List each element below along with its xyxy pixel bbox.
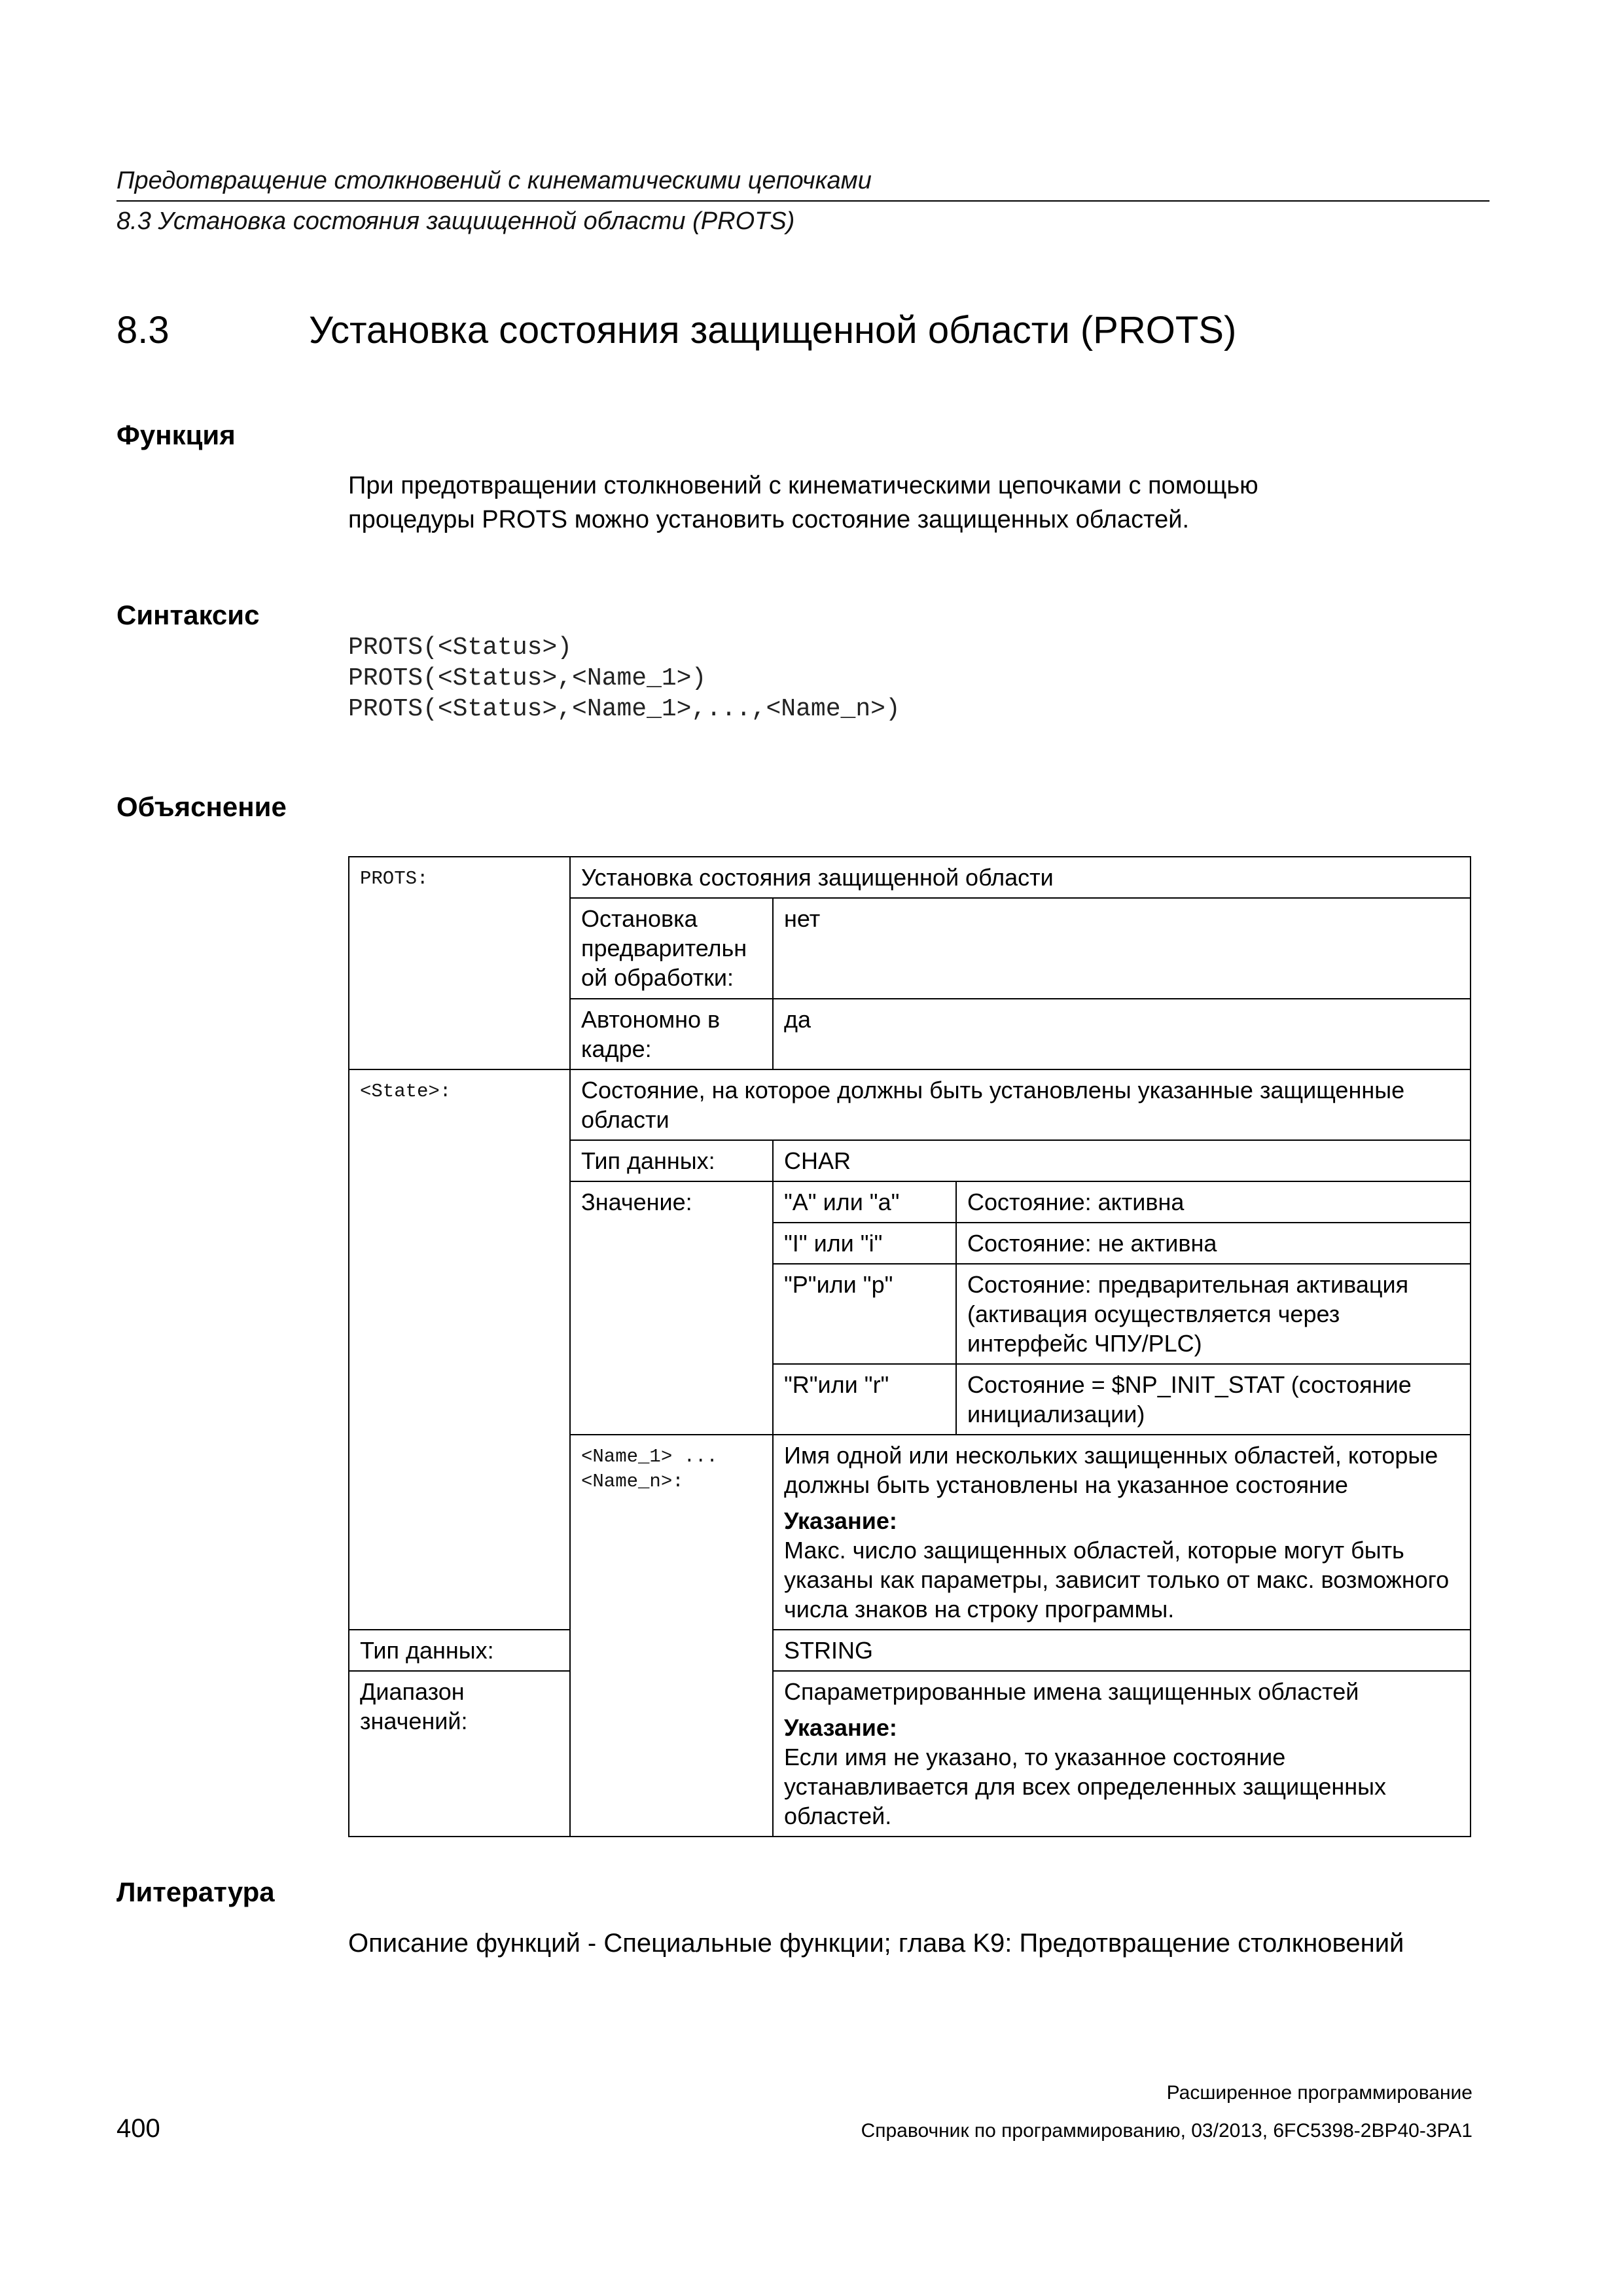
explanation-heading: Объяснение (116, 791, 287, 822)
state-value-code: "P"или "p" (773, 1264, 956, 1364)
names-range-note-text: Если имя не указано, то указанное состояние устанавливается для всех определенных защищенных областей. (784, 1744, 1387, 1829)
state-value-label: Значение: (570, 1181, 773, 1435)
page-number: 400 (116, 2114, 160, 2143)
syntax-line-1: PROTS(<Status>) (348, 634, 573, 662)
table-row (349, 1630, 1471, 1671)
state-value-code: "R"или "r" (773, 1364, 956, 1435)
prots-description: Установка состояния защищенной области (570, 857, 1471, 898)
names-note-label: Указание: (784, 1507, 897, 1534)
names-range-value: Спараметрированные имена защищенных областей (784, 1678, 1359, 1705)
names-note-text: Макс. число защищенных областей, которые могут быть указаны как параметры, зависит только от макс. возможного числа знаков на строку программы. (784, 1537, 1450, 1623)
preprocessing-stop-label: Остановка предварительн ой обработки: (570, 898, 773, 999)
names-range-cell (773, 1671, 1471, 1837)
preprocessing-stop-value: нет (773, 898, 1471, 999)
param-state: <State>: (349, 1069, 570, 1630)
function-heading: Функция (116, 420, 236, 450)
section-number: 8.3 (116, 309, 169, 351)
literature-text: Описание функций - Специальные функции; глава K9: Предотвращение столкновений (348, 1929, 1404, 1958)
param-names-last: <Name_n>: (581, 1471, 684, 1492)
state-value-meaning: Состояние: не активна (956, 1223, 1471, 1264)
names-type-label: Тип данных: (349, 1630, 570, 1671)
syntax-heading: Синтаксис (116, 600, 260, 630)
state-value-code: "I" или "i" (773, 1223, 956, 1264)
section-title: Установка состояния защищенной области (PROTS) (309, 309, 1237, 351)
function-text-line-2: процедуры PROTS можно установить состояние защищенных областей. (348, 506, 1190, 533)
names-range-label: Диапазон значений: (349, 1671, 570, 1837)
param-names-first: <Name_1> ... (581, 1446, 718, 1467)
state-value-meaning: Состояние: предварительная активация (активация осуществляется через интерфейс ЧПУ/PLC) (956, 1264, 1471, 1364)
table-row (349, 857, 1471, 898)
table-row (349, 1069, 1471, 1140)
names-type-value: STRING (773, 1630, 1471, 1671)
footer-book-title: Расширенное программирование (1166, 2082, 1472, 2104)
state-type-label: Тип данных: (570, 1140, 773, 1181)
names-description-cell (773, 1435, 1471, 1630)
footer-doc-reference: Справочник по программированию, 03/2013, 6FC5398-2BP40-3PA1 (861, 2120, 1472, 2142)
param-prots: PROTS: (349, 857, 570, 1069)
state-type-value: CHAR (773, 1140, 1471, 1181)
header-rule (116, 200, 1489, 202)
table-row (349, 1671, 1471, 1837)
running-header-chapter: Предотвращение столкновений с кинематическими цепочками (116, 167, 872, 194)
state-value-code: "A" или "a" (773, 1181, 956, 1223)
syntax-line-3: PROTS(<Status>,<Name_1>,...,<Name_n>) (348, 695, 901, 723)
names-description: Имя одной или нескольких защищенных областей, которые должны быть установлены на указанное состояние (784, 1442, 1438, 1498)
separate-block-value: да (773, 999, 1471, 1069)
separate-block-label: Автономно в кадре: (570, 999, 773, 1069)
syntax-line-2: PROTS(<Status>,<Name_1>) (348, 664, 707, 692)
running-header-section: 8.3 Установка состояния защищенной области (PROTS) (116, 207, 795, 235)
names-range-note-label: Указание: (784, 1714, 897, 1741)
state-value-meaning: Состояние = $NP_INIT_STAT (состояние инициализации) (956, 1364, 1471, 1435)
state-value-meaning: Состояние: активна (956, 1181, 1471, 1223)
explanation-table (348, 856, 1471, 1837)
literature-heading: Литература (116, 1876, 275, 1907)
state-description: Состояние, на которое должны быть установлены указанные защищенные области (570, 1069, 1471, 1140)
param-names (570, 1435, 773, 1837)
function-text-line-1: При предотвращении столкновений с кинематическими цепочками с помощью (348, 472, 1258, 499)
